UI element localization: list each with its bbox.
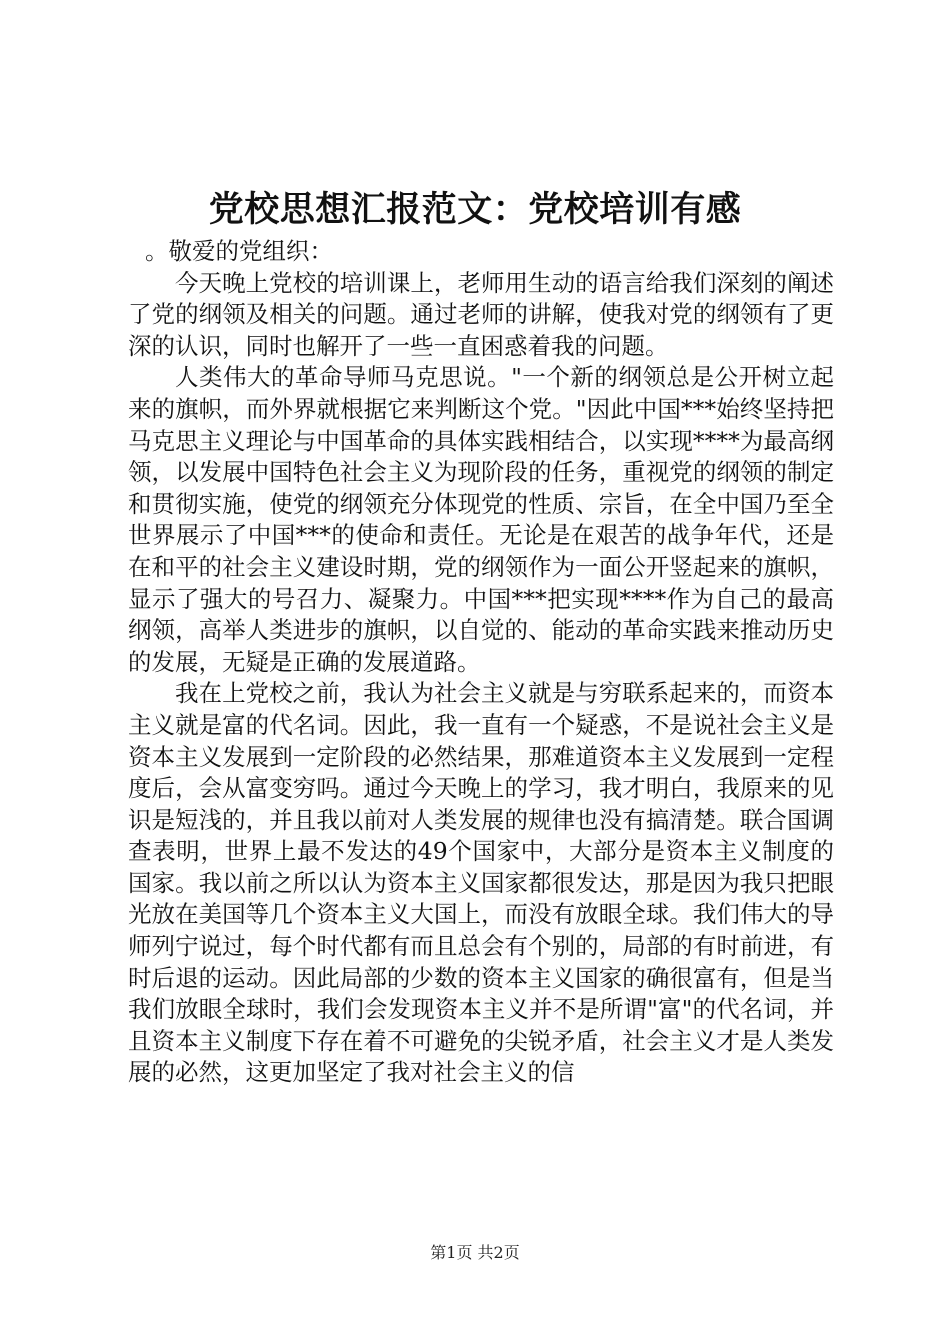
salutation: 。敬爱的党组织： <box>145 237 333 265</box>
paragraph-2: 人类伟大的革命导师马克思说。"一个新的纲领总是公开树立起来的旗帜，而外界就根据它来判断这个党。"因此中国***始终坚持把马克思主义理论与中国革命的具体实践相结合，以实现****为最高纲领，以发展中国特色社会主义为现阶段的任务，重视党的纲领的制定和贯彻实施，使党的纲领充分体现党的性质、宗旨，在全中国乃至全世界展示了中国***的使命和责任。无论是在艰苦的战争年代，还是在和平的社会主义建设时期，党的纲领作为一面公开竖起来的旗帜，显示了强大的号召力、凝聚力。中国***把实现****作为自己的最高纲领，高举人类进步的旗帜，以自觉的、能动的革命实践来推动历史的发展，无疑是正确的发展道路。 <box>128 363 834 676</box>
paragraph-1: 今天晚上党校的培训课上，老师用生动的语言给我们深刻的阐述了党的纲领及相关的问题。通过老师的讲解，使我对党的纲领有了更深的认识，同时也解开了一些一直困惑着我的问题。 <box>128 268 834 360</box>
document-body <box>128 236 834 1089</box>
document-title: 党校思想汇报范文：党校培训有感 <box>208 189 742 230</box>
page-footer: 第1页 共2页 <box>430 1243 520 1262</box>
paragraph-3: 我在上党校之前，我认为社会主义就是与穷联系起来的，而资本主义就是富的代名词。因此，我一直有一个疑惑，不是说社会主义是资本主义发展到一定阶段的必然结果，那难道资本主义发展到一定程度后，会从富变穷吗。通过今天晚上的学习，我才明白，我原来的见识是短浅的，并且我以前对人类发展的规律也没有搞清楚。联合国调查表明，世界上最不发达的49个国家中，大部分是资本主义制度的国家。我以前之所以认为资本主义国家都很发达，那是因为我只把眼光放在美国等几个资本主义大国上，而没有放眼全球。我们伟大的导师列宁说过，每个时代都有而且总会有个别的，局部的有时前进，有时后退的运动。因此局部的少数的资本主义国家的确很富有，但是当我们放眼全球时，我们会发现资本主义并不是所谓"富"的代名词，并且资本主义制度下存在着不可避免的尖锐矛盾，社会主义才是人类发展的必然，这更加坚定了我对社会主义的信 <box>128 679 834 1087</box>
